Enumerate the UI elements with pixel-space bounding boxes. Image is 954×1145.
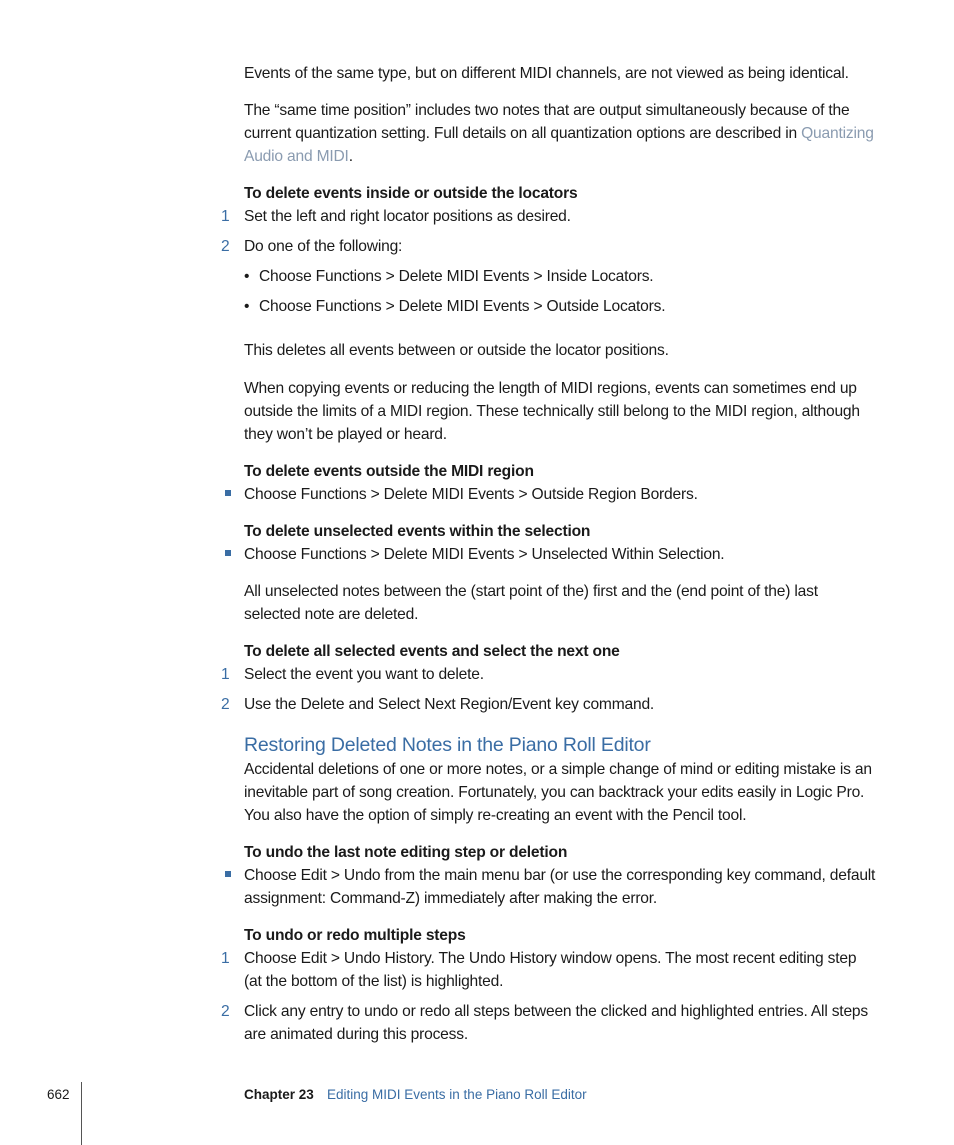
heading-unselected: To delete unselected events within the selection <box>244 523 591 540</box>
paragraph-copying: When copying events or reducing the length of MIDI regions, events can sometimes end up outside the limits of a MIDI region. These technically still belong to the MIDI region, although they won’t be played or heard. <box>244 380 860 443</box>
footer-divider <box>81 1082 82 1145</box>
heading-undo-redo: To undo or redo multiple steps <box>244 927 466 944</box>
step-text: Use the Delete and Select Next Region/Event key command. <box>244 696 655 713</box>
step-number: 2 <box>221 238 230 255</box>
step-text: Select the event you want to delete. <box>244 666 484 683</box>
heading-outside-region: To delete events outside the MIDI region <box>244 463 534 480</box>
step-text: Choose Edit > Undo History. The Undo History window opens. The most recent editing step (at the bottom of the list) is highlighted. <box>244 950 857 990</box>
step-number: 1 <box>221 950 230 967</box>
section-title: Restoring Deleted Notes in the Piano Roll Editor <box>244 734 651 756</box>
paragraph-same-time-end: . <box>348 148 353 165</box>
step-text: Do one of the following: <box>244 238 403 255</box>
bullet-text: Choose Edit > Undo from the main menu bar (or use the corresponding key command, default assignment: Command-Z) immediately after making the error. <box>244 867 876 907</box>
paragraph-deletes: This deletes all events between or outside the locator positions. <box>244 342 669 359</box>
footer-chapter-title: Editing MIDI Events in the Piano Roll Editor <box>327 1087 587 1102</box>
step-text: Set the left and right locator positions as desired. <box>244 208 571 225</box>
square-bullet-icon <box>225 871 231 877</box>
step-number: 2 <box>221 696 230 713</box>
heading-undo-last: To undo the last note editing step or deletion <box>244 844 568 861</box>
step-number: 1 <box>221 208 230 225</box>
page-number: 662 <box>47 1087 70 1102</box>
footer-chapter: Chapter 23 <box>244 1087 314 1102</box>
step-number: 2 <box>221 1003 230 1020</box>
heading-locators: To delete events inside or outside the locators <box>244 185 578 202</box>
sub-item-inside-locators: Choose Functions > Delete MIDI Events > Inside Locators. <box>259 268 654 285</box>
paragraph-accidental: Accidental deletions of one or more notes, or a simple change of mind or editing mistake is an inevitable part of song creation. Fortunately, you can backtrack your edits easily in Logic Pro. You also have the option of simply re-creating an event with the Pencil tool. <box>244 761 872 824</box>
sub-bullet: • <box>244 268 250 285</box>
bullet-text: Choose Functions > Delete MIDI Events > Outside Region Borders. <box>244 486 698 503</box>
sub-bullet: • <box>244 298 250 315</box>
sub-item-outside-locators: Choose Functions > Delete MIDI Events > Outside Locators. <box>259 298 666 315</box>
square-bullet-icon <box>225 550 231 556</box>
paragraph-same-time-text: The “same time position” includes two notes that are output simultaneously because of the current quantization setting. Full details on all quantization options are described in <box>244 102 850 142</box>
heading-select-next: To delete all selected events and select the next one <box>244 643 620 660</box>
step-number: 1 <box>221 666 230 683</box>
square-bullet-icon <box>225 490 231 496</box>
bullet-text: Choose Functions > Delete MIDI Events > Unselected Within Selection. <box>244 546 725 563</box>
step-text: Click any entry to undo or redo all steps between the clicked and highlighted entries. All steps are animated during this process. <box>244 1003 868 1043</box>
link-quantizing[interactable]: Quantizing Audio and MIDI <box>244 125 874 165</box>
paragraph-channels: Events of the same type, but on different MIDI channels, are not viewed as being identical. <box>244 65 849 82</box>
paragraph-same-time <box>244 99 876 168</box>
paragraph-unselected-notes: All unselected notes between the (start point of the) first and the (end point of the) last selected note are deleted. <box>244 583 818 623</box>
